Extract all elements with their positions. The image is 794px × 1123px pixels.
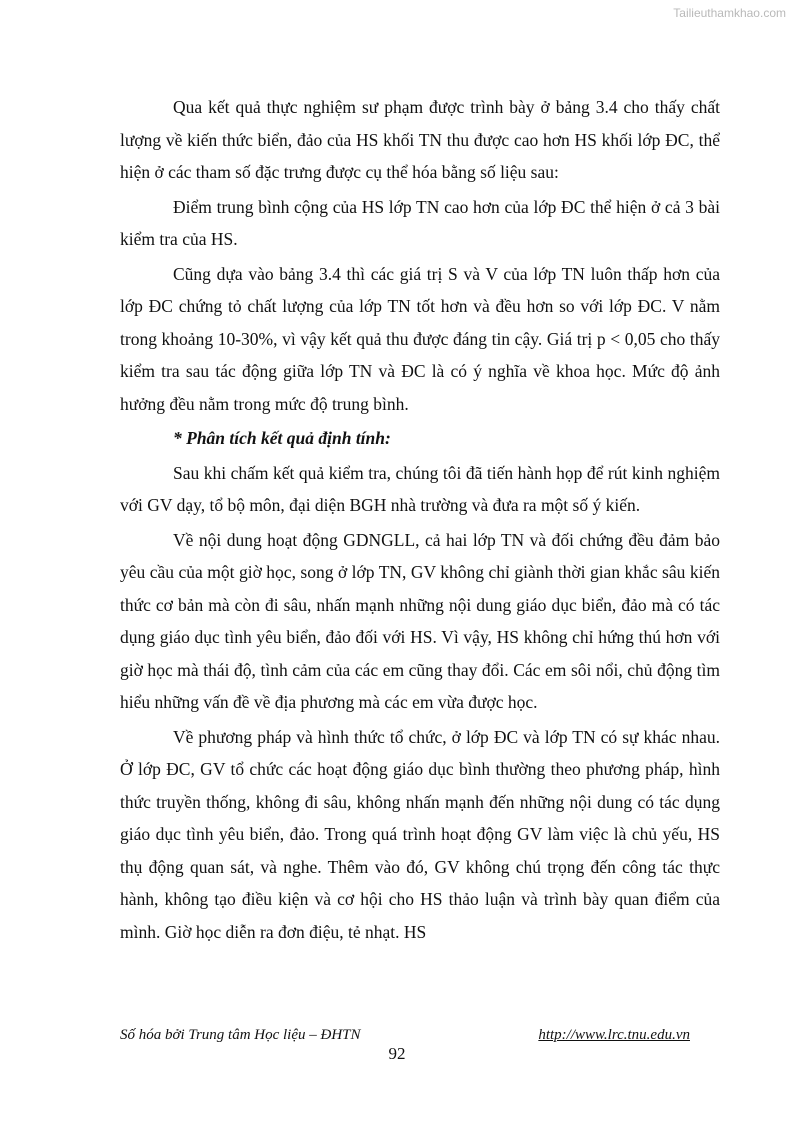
- watermark-text: Tailieuthamkhao.com: [673, 6, 786, 20]
- paragraph-s-v-values: Cũng dựa vào bảng 3.4 thì các giá trị S và V của lớp TN luôn thấp hơn của lớp ĐC chứng tỏ chất lượng của lớp TN tốt hơn và đều hơn so với lớp ĐC. V nằm trong khoảng 10-30%, vì vậy kết quả thu được đáng tin cậy. Giá trị p < 0,05 cho thấy kiểm tra sau tác động giữa lớp TN và ĐC là có ý nghĩa về khoa học. Mức độ ảnh hưởng đều nằm trong mức độ trung bình.: [120, 263, 720, 414]
- paragraph-results-summary: Qua kết quả thực nghiệm sư phạm được trình bày ở bảng 3.4 cho thấy chất lượng về kiến thức biển, đảo của HS khối TN thu được cao hơn HS khối lớp ĐC, thể hiện ở các tham số đặc trưng được cụ thể hóa bằng số liệu sau:: [120, 97, 720, 182]
- paragraph-average-score: Điểm trung bình cộng của HS lớp TN cao hơn của lớp ĐC thể hiện ở cả 3 bài kiểm tra của HS.: [120, 196, 720, 249]
- paragraph-content-activity: Về nội dung hoạt động GDNGLL, cả hai lớp TN và đối chứng đều đảm bảo yêu cầu của một giờ học, song ở lớp TN, GV không chỉ giành thời gian khắc sâu kiến thức cơ bản mà còn đi sâu, nhấn mạnh những nội dung giáo dục biển, đảo mà có tác dụng giáo dục tình yêu biển, đảo đối với HS. Vì vậy, HS không chỉ hứng thú hơn với giờ học mà thái độ, tình cảm của các em cũng thay đổi. Các em sôi nổi, chủ động tìm hiểu những vấn đề về địa phương mà các em vừa được học.: [120, 529, 720, 712]
- footer-link[interactable]: http://www.lrc.tnu.edu.vn: [538, 1027, 690, 1043]
- footer-source-text: Số hóa bởi Trung tâm Học liệu – ĐHTN: [120, 1027, 361, 1043]
- page-number: 92: [388, 1044, 406, 1063]
- section-heading-qualitative: * Phân tích kết quả định tính:: [173, 428, 391, 448]
- paragraph-methods: Về phương pháp và hình thức tổ chức, ở lớp ĐC và lớp TN có sự khác nhau. Ở lớp ĐC, GV tổ chức các hoạt động giáo dục bình thường theo phương pháp, hình thức truyền thống, không đi sâu, không nhấn mạnh đến những nội dung có tác dụng giáo dục tình yêu biển, đảo. Trong quá trình hoạt động GV làm việc là chủ yếu, HS thụ động quan sát, và nghe. Thêm vào đó, GV không chú trọng đến công tác thực hành, không tạo điều kiện và cơ hội cho HS thảo luận và trình bày quan điểm của mình. Giờ học diễn ra đơn điệu, tẻ nhạt. HS: [120, 726, 720, 942]
- paragraph-meeting: Sau khi chấm kết quả kiểm tra, chúng tôi đã tiến hành họp để rút kinh nghiệm với GV dạy, tổ bộ môn, đại diện BGH nhà trường và đưa ra một số ý kiến.: [120, 462, 720, 515]
- document-body: [120, 91, 720, 950]
